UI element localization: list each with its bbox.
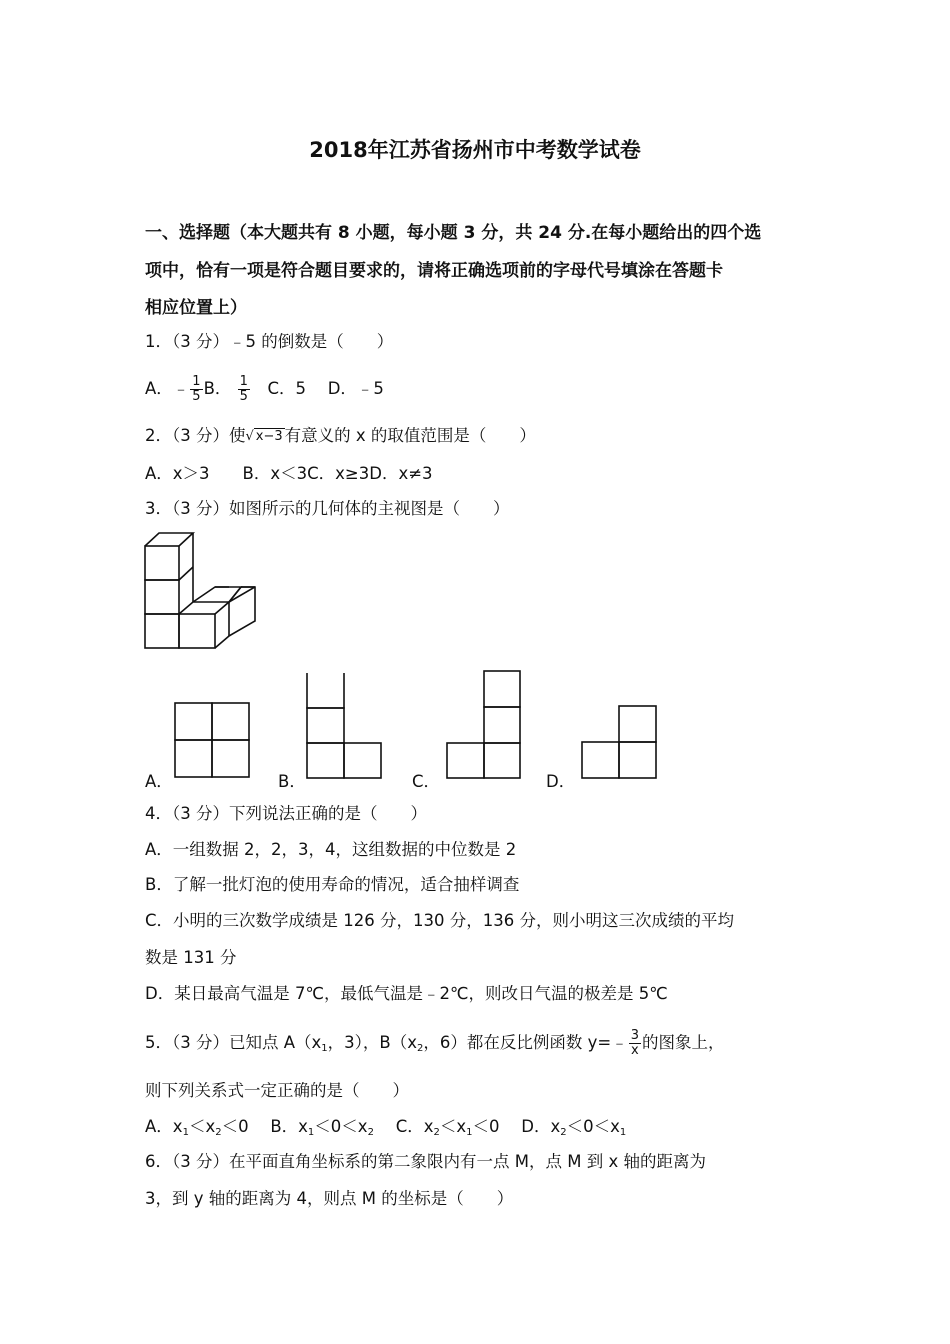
q5-stem-line-2: 则下列关系式一定正确的是（ ） — [145, 1081, 409, 1100]
q4-option-d: D．某日最高气温是 7℃，最低气温是﹣2℃，则改日气温的极差是 5℃ — [145, 984, 668, 1003]
q3-option-d-view — [581, 705, 659, 780]
section-heading-line-3: 相应位置上） — [145, 298, 247, 318]
q1-option-b-label: B． — [203, 379, 232, 398]
q1-option-cd: C．5 D．﹣5 — [267, 379, 384, 398]
q4-stem: 4．（3 分）下列说法正确的是（ ） — [145, 804, 427, 823]
q3-stem: 3．（3 分）如图所示的几何体的主视图是（ ） — [145, 499, 510, 518]
q2-stem: 2．（3 分）使√ x−3 有意义的 x 的取值范围是（ ） — [145, 425, 536, 448]
q3-option-b-view — [306, 672, 384, 780]
q4-option-b: B．了解一批灯泡的使用寿命的情况，适合抽样调查 — [145, 875, 520, 894]
q5-option-a: A．$x_1<x_2<0$ — [145, 1117, 249, 1138]
q1-option-a-fraction: $\frac{1}{5}$ — [192, 374, 201, 404]
q3-option-a-view — [174, 702, 252, 780]
q6-stem-line-2: 3，到 y 轴的距离为 4，则点 M 的坐标是（ ） — [145, 1189, 514, 1208]
q4-option-c-line-1: C．小明的三次数学成绩是 126 分，130 分，136 分，则小明这三次成绩的平均 — [145, 911, 734, 930]
section-heading-line-1: 一、选择题（本大题共有 8 小题，每小题 3 分，共 24 分.在每小题给出的四个选 — [145, 223, 762, 243]
q3-option-a-label: A． — [145, 772, 173, 791]
q1-stem: 1．（3 分）﹣5 的倒数是（ ） — [145, 332, 394, 351]
section-heading-line-2: 项中，恰有一项是符合题目要求的，请将正确选项前的字母代号填涂在答题卡 — [145, 261, 723, 281]
q2-options: A．x＞3 B．x＜3C．x≥3D．x≠3 — [145, 464, 433, 483]
q5-option-d: D．$x_2<0<x_1$ — [521, 1117, 627, 1138]
q5-option-c: C．$x_2<x_1<0$ — [395, 1117, 500, 1138]
q3-option-c-label: C． — [412, 772, 441, 791]
q3-option-d-label: D． — [546, 772, 576, 791]
q5-fraction: $\frac{3}{x}$ — [630, 1028, 640, 1058]
q5-options — [145, 1116, 626, 1144]
q6-stem-line-1: 6．（3 分）在平面直角坐标系的第二象限内有一点 M，点 M 到 x 轴的距离为 — [145, 1152, 706, 1171]
q1-options — [145, 375, 384, 404]
q3-solid-figure — [143, 532, 258, 650]
q5-option-b: B．$x_1<0<x_2$ — [270, 1117, 374, 1138]
q4-option-a: A．一组数据 2，2，3，4，这组数据的中位数是 2 — [145, 840, 517, 859]
page-title: 2018年江苏省扬州市中考数学试卷 — [309, 138, 641, 162]
q1-option-a-label: A．﹣ — [145, 379, 190, 398]
q2-radical: √ x−3 — [245, 428, 283, 444]
q4-option-c-line-2: 数是 131 分 — [145, 948, 237, 967]
q1-option-b-fraction: $\frac{1}{5}$ — [239, 374, 248, 404]
q3-option-c-view — [446, 670, 524, 780]
q5-stem: 5．（3 分）已知点 $A(x_1$，3），$B(x_2$，6）都在反比例函数 y=﹣ $\frac{3}{x}$ 的图象上， — [145, 1028, 725, 1058]
q3-option-b-label: B． — [278, 772, 306, 791]
